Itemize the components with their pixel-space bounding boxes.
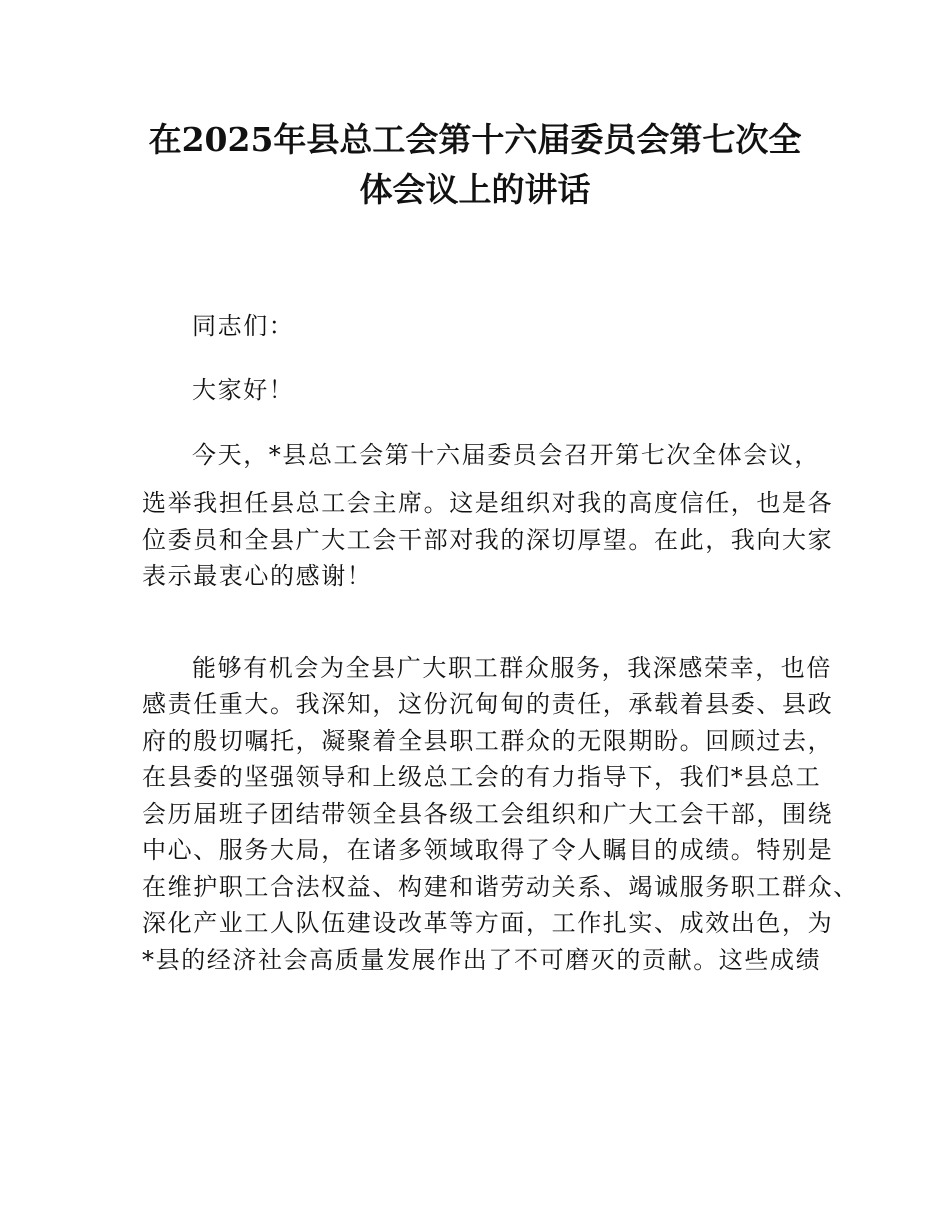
text-line: 在维护职工合法权益、构建和谐劳动关系、竭诚服务职工群众、 (142, 873, 859, 901)
greeting: 大家好！ (192, 376, 295, 404)
text-line: 表示最衷心的感谢！ (142, 562, 373, 590)
text-line: *县的经济社会高质量发展作出了不可磨灭的贡献。这些成绩 (142, 946, 822, 974)
text-line: 能够有机会为全县广大职工群众服务，我深感荣幸，也倍 (192, 654, 832, 682)
text-line: 府的殷切嘱托，凝聚着全县职工群众的无限期盼。回顾过去， (142, 727, 834, 755)
title-line: 在2025年县总工会第十六届委员会第七次全 (148, 120, 802, 159)
text-line: 在县委的坚强领导和上级总工会的有力指导下，我们*县总工 (142, 763, 822, 791)
salutation: 同志们： (192, 312, 295, 340)
text-line: 位委员和全县广大工会干部对我的深切厚望。在此，我向大家 (142, 526, 834, 554)
text-line: 中心、服务大局，在诸多领域取得了令人瞩目的成绩。特别是 (142, 836, 834, 864)
text-line: 感责任重大。我深知，这份沉甸甸的责任，承载着县委、县政 (142, 690, 834, 718)
text-line: 会历届班子团结带领全县各级工会组织和广大工会干部，围绕 (142, 800, 834, 828)
text-line: 深化产业工人队伍建设改革等方面，工作扎实、成效出色，为 (142, 909, 834, 937)
text-line: 今天，*县总工会第十六届委员会召开第七次全体会议， (192, 441, 820, 469)
title-line: 体会议上的讲话 (359, 170, 591, 209)
text-line: 选举我担任县总工会主席。这是组织对我的高度信任，也是各 (142, 489, 834, 517)
